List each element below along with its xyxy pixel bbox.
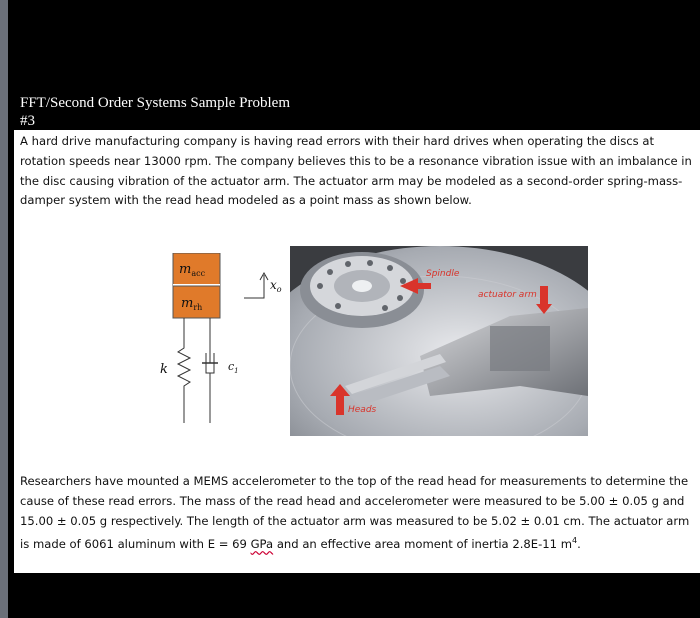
actuator-arm-label: actuator arm xyxy=(478,290,537,300)
problem-sheet xyxy=(14,130,700,573)
gpa-unit: GPa xyxy=(250,537,274,552)
heads-label: Heads xyxy=(348,405,377,415)
spindle-label: Spindle xyxy=(426,269,460,279)
problem-number: #3 xyxy=(20,113,35,129)
spring-label: k xyxy=(160,362,168,377)
spring-mass-damper-diagram xyxy=(144,253,294,433)
mass-rh-label: $m_{rh}$ xyxy=(181,296,203,312)
damper-label: $c_1$ xyxy=(228,360,239,375)
problem-details xyxy=(20,472,692,555)
problem-intro: A hard drive manufacturing company is having read errors with their hard drives when operating the discs at rotation speeds near 13000 rpm. The company believes this to be a resonance vibration issue with an imbalance in the disc causing vibration of the actuator arm. The actuator arm may be modeled as a second-order spring-mass-damper system with the read head modeled as a point mass as shown below. xyxy=(20,134,692,208)
damper-symbol xyxy=(202,318,218,423)
spring-symbol xyxy=(178,318,190,423)
details-text-2: and an effective area moment of inertia 2.8E-11 m xyxy=(273,537,573,552)
hard-drive-photo xyxy=(290,246,588,436)
details-text-1: Researchers have mounted a MEMS accelerometer to the top of the read head for measurements to determine the cause of these read errors. The mass of the read head and accelerometer were measured to be 5.00 ± 0.05 g and 15.00 ± 0.05 g respectively. The length of the actuator arm was measured to be 5.02 ± 0.01 cm. The actuator arm is made of 6061 aluminum with E = 69 xyxy=(20,474,690,552)
page-title: FFT/Second Order Systems Sample Problem xyxy=(20,95,290,111)
exponent: 4 xyxy=(572,536,578,546)
details-end: . xyxy=(577,537,581,552)
mass-acc-label: $m_{acc}$ xyxy=(179,262,206,278)
left-edge-bar xyxy=(0,0,8,618)
header xyxy=(20,94,290,130)
displacement-label: $x_o$ xyxy=(270,278,282,294)
